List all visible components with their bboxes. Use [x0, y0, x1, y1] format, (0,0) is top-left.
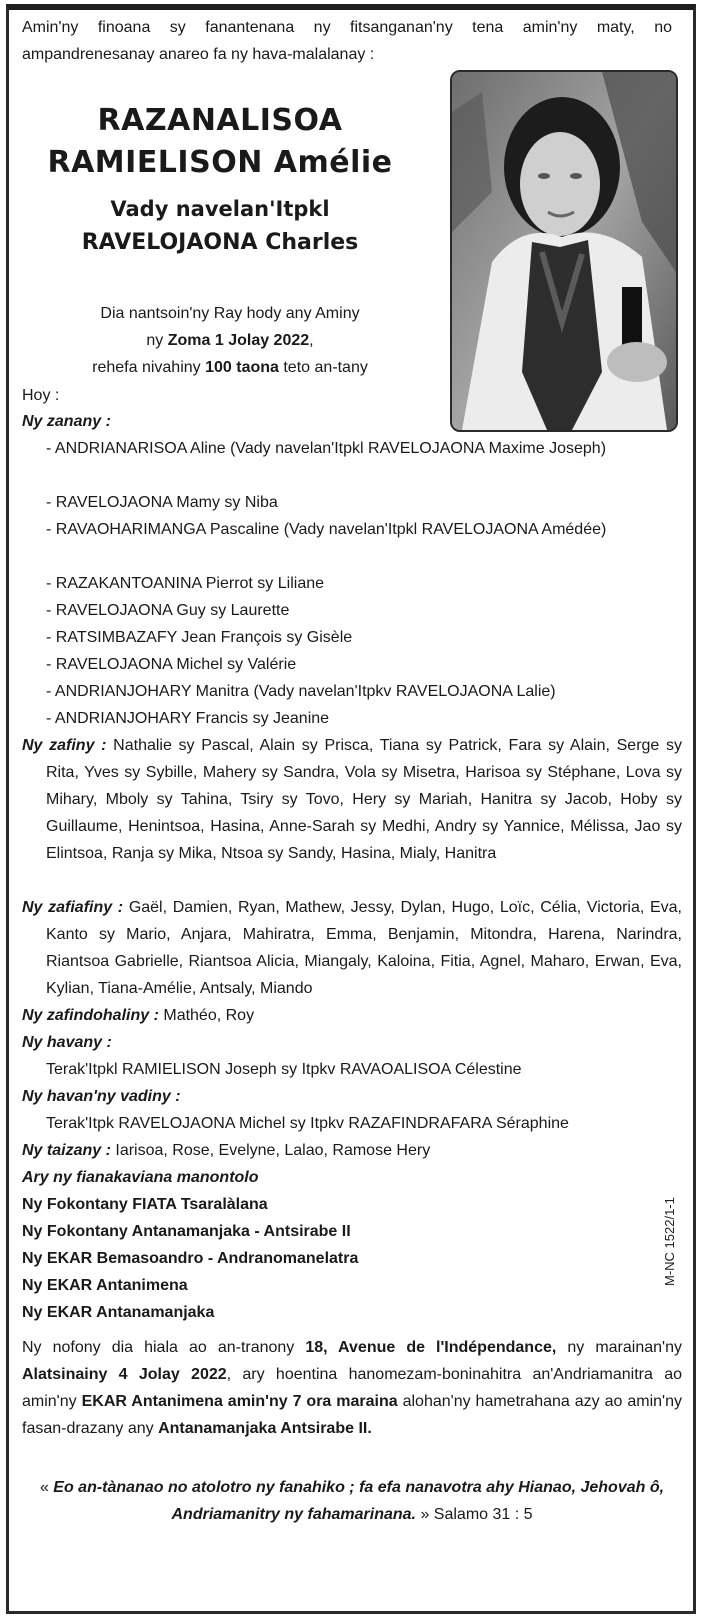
death-announcement — [30, 300, 430, 381]
reference-code: M-NC 1522/1-1 — [662, 1197, 677, 1286]
funeral-paragraph: Ny nofony dia hiala ao an-tranony 18, Avenue de l'Indépendance, ny marainan'ny Alatsinainy 4 Jolay 2022, ary hoentina hanomezam-boninahitra an'Andriamanitra ao amin'ny EKAR Antanimena amin'ny 7 ora maraina alohan'ny hametrahana azy ao amin'ny fasan-drazany any Antanamanjaka Antsirabe II. — [22, 1339, 683, 1437]
list-item: - RAZAKANTOANINA Pierrot sy Liliane — [46, 575, 325, 592]
taizany-section — [22, 1137, 682, 1164]
community-line: Ny EKAR Antanimena — [22, 1277, 188, 1294]
community-line: Ny Fokontany FIATA Tsaralàlana — [22, 1196, 268, 1213]
zanany-label: Ny zanany : — [22, 413, 111, 430]
list-item: - ANDRIANJOHARY Francis sy Jeanine — [46, 710, 330, 727]
taizany-label: Ny taizany : — [22, 1142, 111, 1159]
intro-text: Amin'ny finoana sy fanantenana ny fitsanganan'ny tena amin'ny maty, no ampandrenesanay anareo fa ny hava-malalanay : — [22, 19, 672, 63]
havany-label: Ny havany : — [22, 1034, 112, 1051]
funeral-burial: Antanamanjaka Antsirabe II. — [158, 1420, 372, 1437]
death-age-line: rehefa nivahiny 100 taona teto an-tany — [92, 359, 368, 376]
havan-vadiny-text: Terak'Itpk RAVELOJAONA Michel sy Itpkv RAZAFINDRAFARA Séraphine — [46, 1115, 569, 1132]
death-age: 100 taona — [205, 359, 279, 376]
portrait-photo — [450, 70, 678, 432]
list-item: - RAVELOJAONA Michel sy Valérie — [46, 656, 297, 673]
havan-vadiny-label: Ny havan'ny vadiny : — [22, 1088, 181, 1105]
fianakaviana-line: Ary ny fianakaviana manontolo — [22, 1169, 259, 1186]
deceased-name-line2: RAMIELISON Amélie — [47, 145, 393, 180]
zafiny-text: Nathalie sy Pascal, Alain sy Prisca, Tiana sy Patrick, Fara sy Alain, Serge sy Rita, Yves sy Sybille, Mahery sy Sandra, Vola sy Misetra, Harisoa sy Stéphane, Lova sy Mihary, Mboly sy Tahina, Tsiry sy Tovo, Hery sy Mariah, Hanitra sy Jacob, Hoby sy Guillaume, Henintsoa, Hasina, Anne-Sarah sy Medhi, Andry sy Yannice, Mélissa, Jao sy Elintsoa, Ranja sy Mika, Ntsoa sy Sandy, Hasina, Mialy, Hanitra — [46, 737, 682, 862]
list-item: - RAVELOJAONA Mamy sy Niba — [46, 494, 278, 511]
list-item: - RATSIMBAZAFY Jean François sy Gisèle — [46, 629, 353, 646]
zafindohaliny-text: Mathéo, Roy — [163, 1007, 255, 1024]
zafiny-section — [22, 732, 682, 867]
deceased-name-block — [30, 100, 410, 260]
death-line1: Dia nantsoin'ny Ray hody any Aminy — [100, 305, 360, 322]
community-line: Ny EKAR Bemasoandro - Andranomanelatra — [22, 1250, 359, 1267]
zafiafiny-label: Ny zafiafiny : — [22, 899, 124, 916]
quote-text: Eo an-tànanao no atolotro ny fanahiko ; fa efa nanavotra ahy Hianao, Jehovah ô, Andriamanitry ny fahamarinana. — [53, 1479, 665, 1523]
funeral-date: Alatsinainy 4 Jolay 2022 — [22, 1366, 227, 1383]
deceased-name-line1: RAZANALISOA — [97, 103, 343, 138]
list-item: - ANDRIANARISOA Aline (Vady navelan'Itpkl RAVELOJAONA Maxime Joseph) — [46, 440, 607, 457]
spouse-title: Vady navelan'Itpkl — [110, 197, 330, 221]
funeral-church: EKAR Antanimena amin'ny 7 ora maraina — [81, 1393, 398, 1410]
bible-quote: « Eo an-tànanao no atolotro ny fanahiko ; fa efa nanavotra ahy Hianao, Jehovah ô, Andriamanitry ny fahamarinana. » Salamo 31 : 5 — [39, 1479, 665, 1523]
funeral-address: 18, Avenue de l'Indépendance, — [305, 1339, 557, 1356]
havany-text: Terak'Itpkl RAMIELISON Joseph sy Itpkv RAVAOALISOA Célestine — [46, 1061, 522, 1078]
zafiny-label: Ny zafiny : — [22, 737, 107, 754]
hoy-label: Hoy : — [22, 387, 60, 404]
portrait-illustration — [452, 72, 676, 430]
spouse-name: RAVELOJAONA Charles — [81, 230, 359, 255]
death-date-line: ny Zoma 1 Jolay 2022, — [146, 332, 314, 349]
quote-reference: Salamo 31 : 5 — [429, 1506, 533, 1523]
taizany-text: Iarisoa, Rose, Evelyne, Lalao, Ramose Hery — [115, 1142, 431, 1159]
list-item: - RAVAOHARIMANGA Pascaline (Vady navelan'Itpkl RAVELOJAONA Amédée) — [46, 521, 607, 538]
zafindohaliny-label: Ny zafindohaliny : — [22, 1007, 159, 1024]
zafiafiny-text: Gaël, Damien, Ryan, Mathew, Jessy, Dylan, Hugo, Loïc, Célia, Victoria, Eva, Kanto sy Mario, Anjara, Mahiratra, Emma, Benjamin, Mitondra, Harena, Narindra, Riantsoa Gabrielle, Riantsoa Alicia, Miangaly, Kaloina, Fitia, Agnel, Maharo, Erwan, Eva, Kylian, Tiana-Amélie, Antsaly, Miando — [46, 899, 683, 997]
death-date: Zoma 1 Jolay 2022 — [167, 332, 310, 349]
zafiafiny-section — [22, 894, 682, 1002]
list-item: - RAVELOJAONA Guy sy Laurette — [46, 602, 290, 619]
zafindohaliny-section — [22, 1002, 682, 1029]
community-line: Ny EKAR Antanamanjaka — [22, 1304, 215, 1321]
community-line: Ny Fokontany Antanamanjaka - Antsirabe II — [22, 1223, 351, 1240]
list-item: - ANDRIANJOHARY Manitra (Vady navelan'Itpkv RAVELOJAONA Lalie) — [46, 683, 556, 700]
